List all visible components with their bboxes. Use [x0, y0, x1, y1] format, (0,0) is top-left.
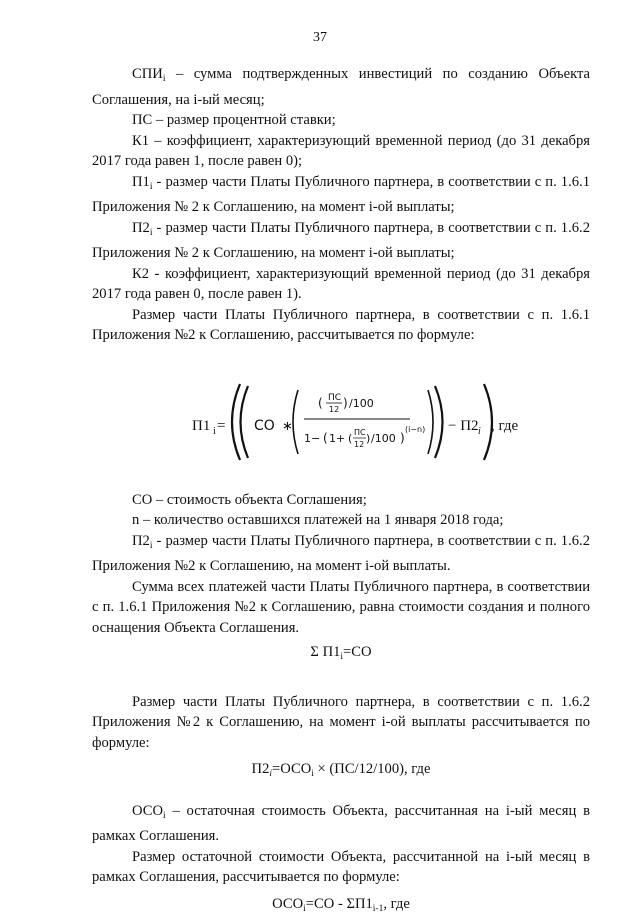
formula-sum — [92, 642, 590, 668]
definition-text: – остаточная стоимость Объекта, рассчитанная на i-ый месяц в рамках Соглашения. — [92, 803, 590, 845]
definition-text: - коэффициент, характеризующий временной период (до 31 декабря 2017 года равен 0, после равен 1). — [92, 266, 590, 303]
formula-lhs: П1 — [192, 418, 210, 434]
definition-text: - размер части Платы Публичного партнера, в соответствии с п. 1.6.1 Приложения № 2 к Соглашению, на момент i-ой выплаты; — [92, 174, 590, 216]
formula-minus-p2-subscript: i — [478, 426, 481, 437]
numerator-div100: /100 — [349, 397, 374, 410]
definition-text: - размер части Платы Публичного партнера, в соответствии с п. 1.6.2 Приложения № 2 к Соглашению, на момент i-ой выплаты; — [92, 220, 590, 262]
definition-text: – сумма подтвержденных инвестиций по созданию Объекта Соглашения, на i-ый месяц; — [92, 66, 590, 108]
definition-text: – стоимость объекта Соглашения; — [152, 492, 367, 508]
oco-rhs: =СО - ΣП1 — [306, 896, 373, 912]
paren-left-inner — [241, 386, 249, 458]
definition-k2 — [92, 264, 590, 305]
paragraph-text: Сумма всех платежей части Платы Публичного партнера, в соответствии с п. 1.6.1 Приложения №2 к Соглашению, равна стоимости создания и полного оснащения Объекта Соглашения. — [92, 579, 590, 636]
paren-open-den: ( — [323, 431, 328, 445]
paren-right-inner — [435, 386, 443, 458]
definition-text: – размер процентной ставки; — [152, 112, 335, 128]
definition-spi — [92, 64, 590, 110]
sum-lhs: Σ П1 — [310, 644, 340, 660]
denominator-div100: /100 — [371, 432, 396, 445]
paren-close-den-inner: ) — [366, 432, 370, 445]
term: СО — [132, 492, 152, 508]
numerator-12: 12 — [329, 405, 339, 414]
definition-p2 — [92, 218, 590, 264]
denominator-ps: ПС — [354, 428, 366, 437]
denominator-one-plus: 1+ — [329, 432, 345, 445]
p2-rhs: =ОСО — [272, 761, 311, 777]
exponent: (i−n) — [405, 425, 425, 434]
oco-rhs-subscript: i-1 — [373, 904, 384, 914]
definitions-mid — [92, 490, 590, 639]
term: П1 — [132, 174, 150, 190]
paren-left-outer — [232, 384, 240, 460]
p2-tail: × (ПС/12/100), где — [314, 761, 431, 777]
term-subscript: i — [150, 182, 153, 192]
p2-lhs: П2 — [252, 761, 270, 777]
formula-intro-p1 — [92, 305, 590, 346]
definition-text: – количество оставшихся платежей на 1 января 2018 года; — [139, 512, 503, 528]
definitions-bottom — [92, 801, 590, 888]
formula-tail: , где — [491, 418, 519, 434]
sum-subscript: i — [340, 652, 343, 662]
formula-intro-p2 — [92, 692, 590, 754]
term: ОСО — [132, 803, 163, 819]
definition-p1 — [92, 172, 590, 218]
definition-n — [92, 510, 590, 531]
paren-left-fraction — [293, 390, 298, 454]
definition-k1 — [92, 131, 590, 172]
term: П2 — [132, 220, 150, 236]
term: СПИ — [132, 66, 163, 82]
term: ПС — [132, 112, 152, 128]
formula-co: СО — [254, 418, 275, 434]
sum-rhs: =СО — [343, 644, 372, 660]
p2-lhs-subscript: i — [269, 769, 272, 779]
p2-rhs-subscript: i — [311, 769, 314, 779]
oco-tail: , где — [383, 896, 409, 912]
term: К2 — [132, 266, 149, 282]
term: n — [132, 512, 139, 528]
paragraph-text: Размер части Платы Публичного партнера, в соответствии с п. 1.6.1 Приложения №2 к Соглашению, рассчитывается по формуле: — [92, 307, 590, 344]
paren-close-den: ) — [400, 431, 405, 445]
term: П2 — [132, 533, 150, 549]
numerator-ps: ПС — [328, 393, 341, 403]
paren-right-fraction — [428, 390, 433, 454]
term: К1 — [132, 133, 149, 149]
definition-oco — [92, 801, 590, 847]
paren-open-den-inner: ( — [348, 432, 352, 445]
term-subscript: i — [163, 74, 166, 84]
definition-text: – коэффициент, характеризующий временной период (до 31 декабря 2017 года равен 1, после равен 0); — [92, 133, 590, 170]
formula-equals: = — [217, 418, 225, 434]
definition-text: - размер части Платы Публичного партнера, в соответствии с п. 1.6.2 Приложения №2 к Соглашению, на момент i-ой выплаты. — [92, 533, 590, 575]
oco-lhs: ОСО — [272, 896, 303, 912]
formula-p2 — [92, 759, 590, 785]
formula-lhs-subscript: i — [213, 426, 216, 437]
definition-co — [92, 490, 590, 511]
definition-p2-again — [92, 531, 590, 577]
formula-times: ∗ — [282, 419, 293, 434]
term-subscript: i — [163, 811, 166, 821]
formula-p1 — [92, 370, 590, 474]
oco-lhs-subscript: i — [303, 904, 306, 914]
formula-oco — [92, 894, 590, 919]
document-body — [92, 64, 590, 919]
denominator-one-minus: 1− — [304, 432, 320, 445]
paren-open-num: ( — [318, 396, 323, 410]
sum-statement — [92, 577, 590, 639]
definition-ps — [92, 110, 590, 131]
term-subscript: i — [150, 541, 153, 551]
formula-p1-svg — [92, 370, 590, 474]
paragraph-text: Размер остаточной стоимости Объекта, рассчитанной на i-ый месяц в рамках Соглашения, рассчитывается по формуле: — [92, 849, 590, 886]
paren-close-num: ) — [343, 396, 348, 410]
page-number: 37 — [0, 30, 640, 46]
denominator-12: 12 — [354, 440, 364, 449]
term-subscript: i — [150, 228, 153, 238]
formula-intro-oco — [92, 847, 590, 888]
formula-minus-p2: − П2 — [448, 418, 479, 434]
paragraph-text: Размер части Платы Публичного партнера, в соответствии с п. 1.6.2 Приложения №2 к Соглашению, на момент i-ой выплаты рассчитывается по формуле: — [92, 694, 590, 751]
definitions-top — [92, 64, 590, 346]
